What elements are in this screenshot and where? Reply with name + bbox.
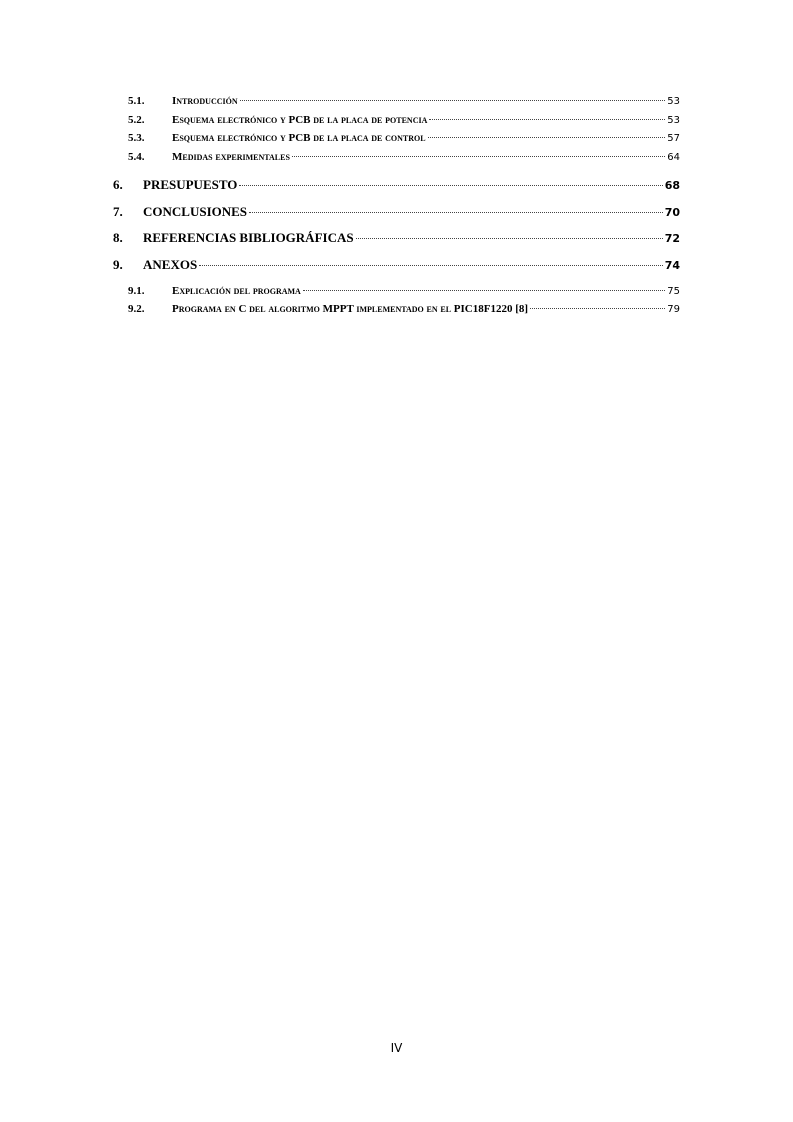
- toc-entry-page: 75: [667, 286, 680, 297]
- toc-entry-page: 72: [664, 232, 680, 245]
- dot-leader: [240, 100, 666, 101]
- toc-entry-8[interactable]: [113, 230, 680, 248]
- toc-entry-9-1[interactable]: [128, 285, 680, 301]
- dot-leader: [428, 137, 666, 138]
- toc-entry-title: Esquema electrónico y PCB de la placa de potencia: [172, 114, 428, 126]
- toc-entry-page: 57: [667, 133, 680, 144]
- toc-entry-page: 68: [664, 179, 680, 192]
- dot-leader: [530, 308, 665, 309]
- toc-entry-5-3[interactable]: [128, 132, 680, 148]
- toc-entry-page: 53: [667, 96, 680, 107]
- toc-entry-number: 5.2.: [128, 114, 145, 126]
- toc-entry-title: PRESUPUESTO: [143, 177, 238, 192]
- toc-entry-page: 53: [667, 115, 680, 126]
- toc-entry-title: Medidas experimentales: [172, 151, 290, 163]
- toc-entry-9-2[interactable]: [128, 303, 680, 319]
- dot-leader: [199, 265, 663, 266]
- dot-leader: [239, 185, 662, 186]
- toc-entry-page: 79: [667, 304, 680, 315]
- toc-entry-5-4[interactable]: [128, 151, 680, 167]
- dot-leader: [303, 290, 665, 291]
- toc-entry-page: 70: [664, 206, 680, 219]
- toc-entry-page: 74: [664, 259, 680, 272]
- page-number: IV: [390, 1041, 403, 1055]
- toc-entry-number: 7.: [113, 204, 123, 219]
- toc-entry-title: ANEXOS: [143, 257, 198, 272]
- dot-leader: [356, 238, 663, 239]
- toc-entry-7[interactable]: [113, 204, 680, 222]
- toc-entry-title: Explicación del programa: [172, 285, 301, 297]
- toc-entry-title: REFERENCIAS BIBLIOGRÁFICAS: [143, 230, 354, 245]
- dot-leader: [249, 212, 663, 213]
- toc-entry-page: 64: [667, 152, 680, 163]
- toc-entry-number: 9.2.: [128, 303, 145, 315]
- toc-entry-number: 5.1.: [128, 95, 145, 107]
- toc-entry-number: 8.: [113, 230, 123, 245]
- toc-entry-number: 9.: [113, 257, 123, 272]
- toc-entry-title: Programa en C del algoritmo MPPT implementado en el PIC18F1220 [8]: [172, 303, 529, 315]
- toc-entry-5-1[interactable]: [128, 95, 680, 111]
- dot-leader: [429, 119, 665, 120]
- toc-entry-number: 5.4.: [128, 151, 145, 163]
- toc-entry-number: 9.1.: [128, 285, 145, 297]
- toc-entry-number: 5.3.: [128, 132, 145, 144]
- toc-entry-title: Introducción: [172, 95, 238, 107]
- toc-entry-number: 6.: [113, 177, 123, 192]
- toc-entry-9[interactable]: [113, 257, 680, 275]
- toc-entry-title: Esquema electrónico y PCB de la placa de control: [172, 132, 426, 144]
- dot-leader: [292, 156, 665, 157]
- toc-entry-6[interactable]: [113, 177, 680, 195]
- toc-entry-title: CONCLUSIONES: [143, 204, 248, 219]
- toc-entry-5-2[interactable]: [128, 114, 680, 130]
